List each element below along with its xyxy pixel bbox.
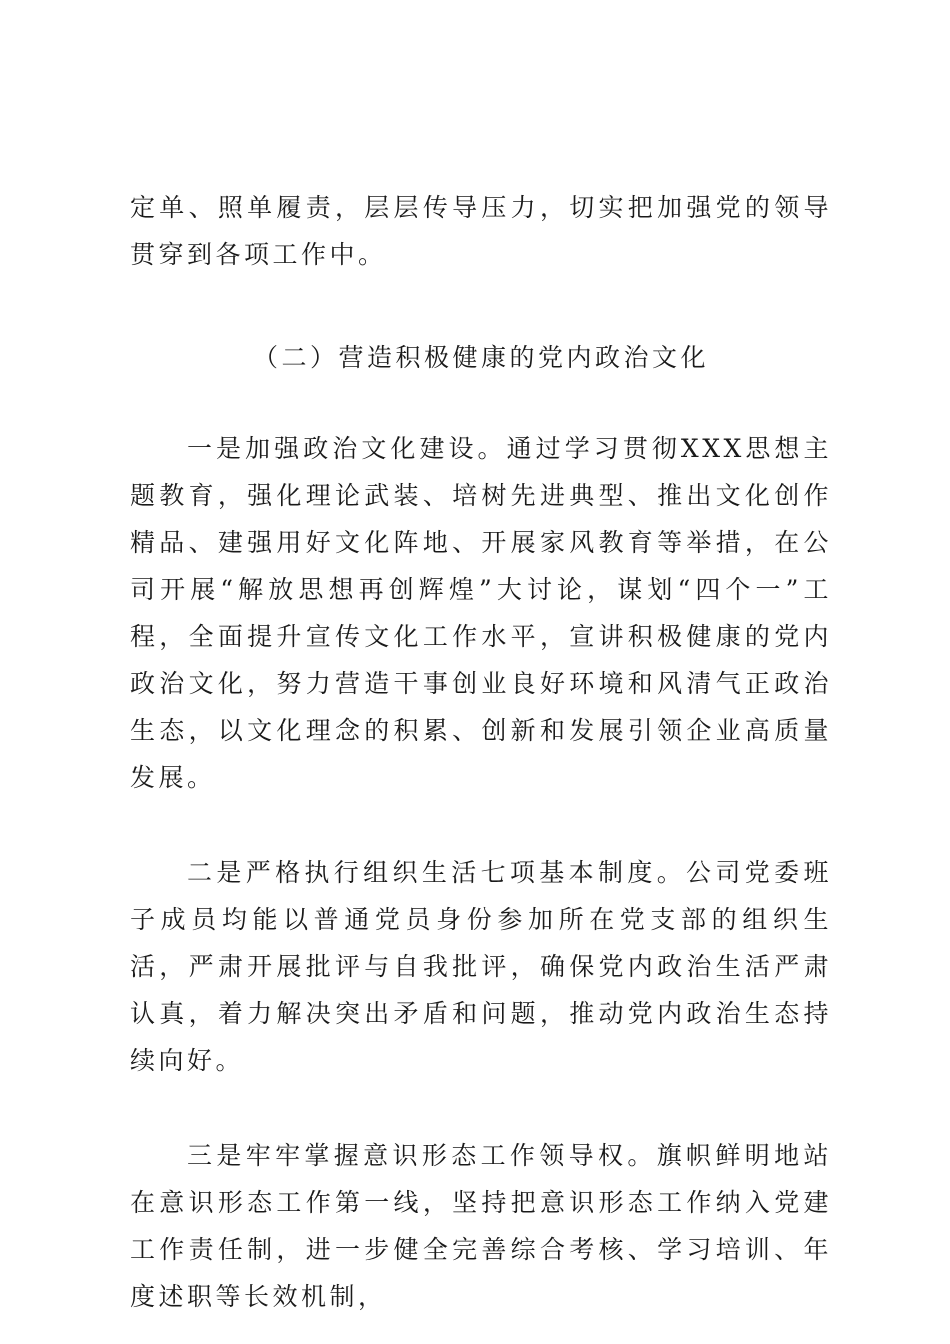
paragraph-item-two: 二是严格执行组织生活七项基本制度。公司党委班子成员均能以普通党员身份参加所在党支部的组织生活，严肃开展批评与自我批评，确保党内政治生活严肃认真，着力解决突出矛盾和问题，推动党内政治生态持续向好。 — [130, 858, 832, 1075]
spacer — [130, 801, 832, 849]
continuation-paragraph: 定单、照单履责，层层传导压力，切实把加强党的领导贯穿到各项工作中。 — [130, 193, 832, 269]
document-body — [130, 184, 832, 1320]
spacer — [130, 1084, 832, 1132]
paragraph-item-one: 一是加强政治文化建设。通过学习贯彻XXX思想主题教育，强化理论武装、培树先进典型、推出文化创作精品、建强用好文化阵地、开展家风教育等举措，在公司开展“解放思想再创辉煌”大讨论，谋划“四个一”工程，全面提升宣传文化工作水平，宣讲积极健康的党内政治文化，努力营造干事创业良好环境和风清气正政治生态，以文化理念的积累、创新和发展引领企业高质量发展。 — [130, 434, 832, 792]
spacer — [130, 278, 832, 334]
paragraph-item-three: 三是牢牢掌握意识形态工作领导权。旗帜鲜明地站在意识形态工作第一线，坚持把意识形态工作纳入党建工作责任制，进一步健全完善综合考核、学习培训、年度述职等长效机制， — [130, 1141, 832, 1311]
section-heading: （二）营造积极健康的党内政治文化 — [252, 343, 709, 372]
spacer — [130, 381, 832, 425]
